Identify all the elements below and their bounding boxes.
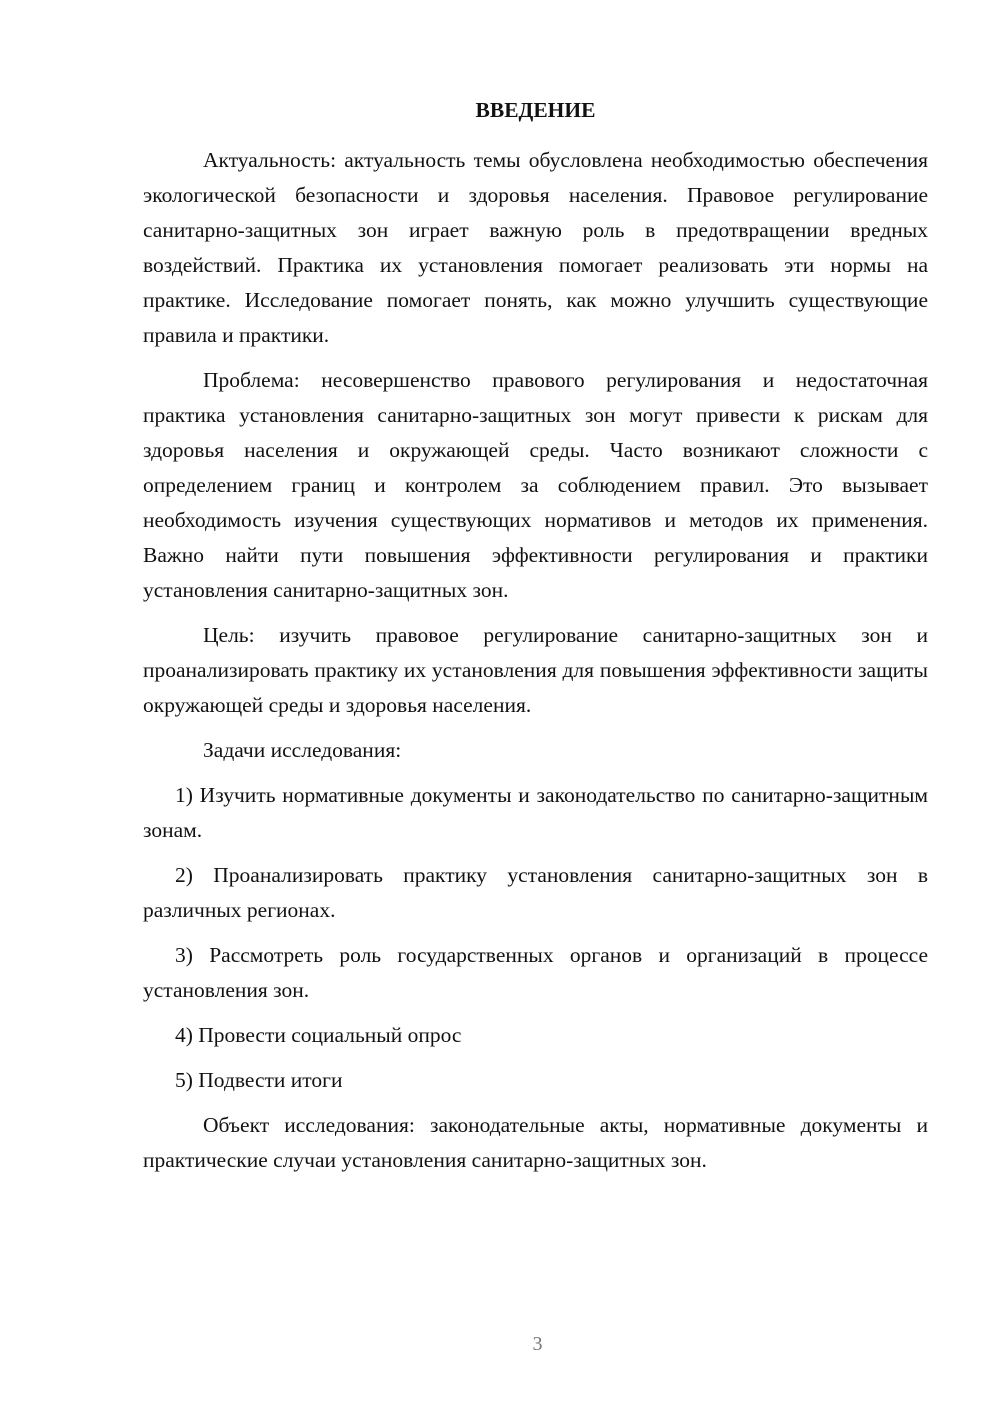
paragraph-relevance: Актуальность: актуальность темы обусловлена необходимостью обеспечения экологической безопасности и здоровья населения. Правовое регулирование санитарно-защитных зон играет важную роль в предотвращении вредных воздействий. Практика их установления помогает реализовать эти нормы на практике. Исследование помогает понять, как можно улучшить существующие правила и практики.	[143, 148, 928, 347]
paragraph-problem: Проблема: несовершенство правового регулирования и недостаточная практика установления санитарно-защитных зон могут привести к рискам для здоровья населения и окружающей среды. Часто возникают сложности с определением границ и контролем за соблюдением правил. Это вызывает необходимость изучения существующих нормативов и методов их применения. Важно найти пути повышения эффективности регулирования и практики установления санитарно-защитных зон.	[143, 368, 928, 602]
task-item-2: 2) Проанализировать практику установления санитарно-защитных зон в различных регионах.	[143, 863, 928, 922]
task-item-4: 4) Провести социальный опрос	[175, 1023, 462, 1047]
task-item-3: 3) Рассмотреть роль государственных органов и организаций в процессе установления зон.	[143, 943, 928, 1002]
page-heading: ВВЕДЕНИЕ	[475, 98, 596, 122]
paragraph-goal: Цель: изучить правовое регулирование санитарно-защитных зон и проанализировать практику их установления для повышения эффективности защиты окружающей среды и здоровья населения.	[143, 623, 928, 717]
paragraph-object: Объект исследования: законодательные акты, нормативные документы и практические случаи установления санитарно-защитных зон.	[143, 1113, 928, 1172]
task-item-5: 5) Подвести итоги	[175, 1068, 343, 1092]
page-content	[143, 94, 928, 1188]
page-number: 3	[532, 1333, 543, 1355]
tasks-title: Задачи исследования:	[203, 738, 402, 762]
task-item-1: 1) Изучить нормативные документы и законодательство по санитарно-защитным зонам.	[143, 783, 928, 842]
